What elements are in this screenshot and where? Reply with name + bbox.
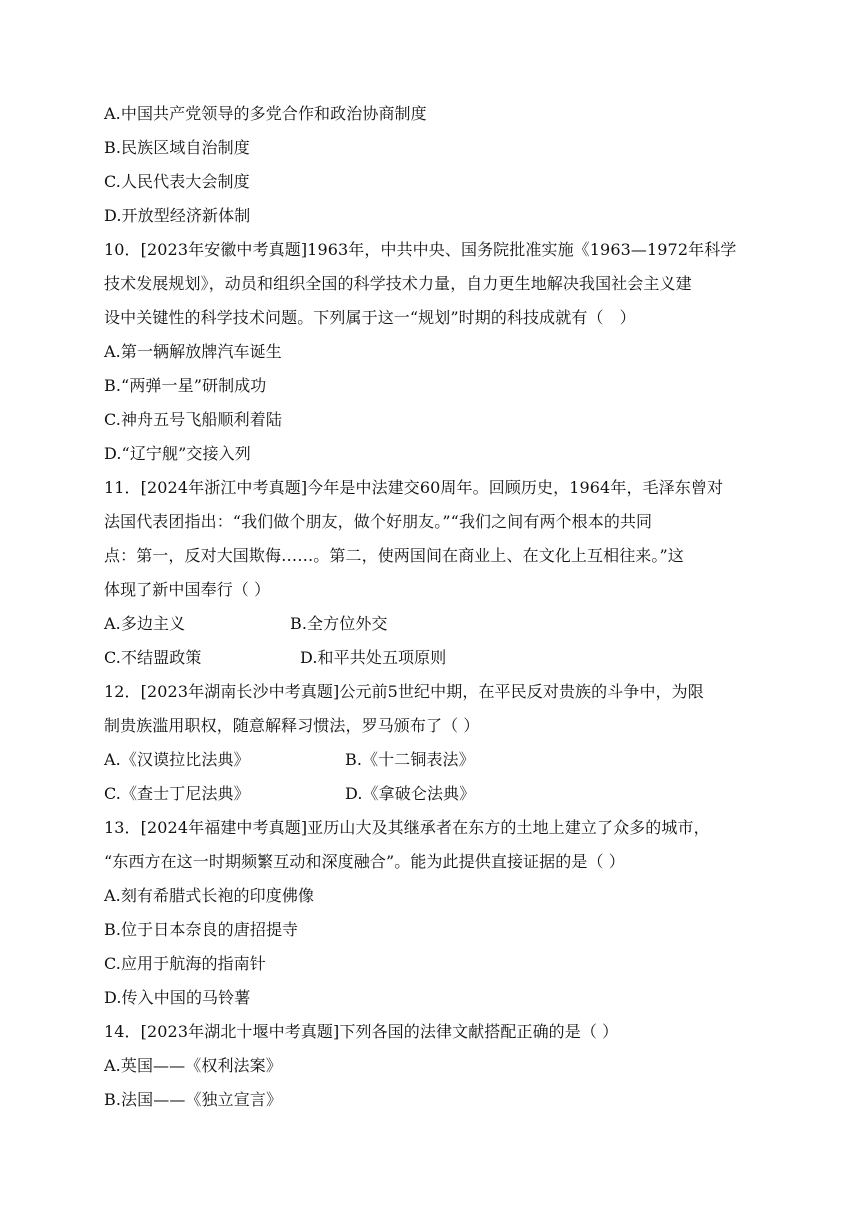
q11-option-a: A.多边主义 — [104, 614, 186, 633]
q12-options-row-1 — [104, 743, 764, 777]
q10-option-d: D.“辽宁舰”交接入列 — [104, 444, 251, 463]
q10-stem-line-3: 设中关键性的科学技术问题。下列属于这一“规划”时期的科技成就有（ ） — [104, 308, 636, 327]
q10-option-b: B.“两弹一星”研制成功 — [104, 376, 267, 395]
q12-option-b: B.《十二铜表法》 — [345, 750, 475, 769]
q12-option-c: C.《查士丁尼法典》 — [104, 784, 250, 803]
q11-stem-line-4: 体现了新中国奉行（ ） — [104, 580, 271, 599]
q12-stem-line-1: 12．[2023年湖南长沙中考真题]公元前5世纪中期，在平民反对贵族的斗争中，为限 — [104, 682, 704, 701]
q12-stem-line-2: 制贵族滥用职权，随意解释习惯法，罗马颁布了（ ） — [104, 716, 480, 735]
q13-stem-line-1: 13．[2024年福建中考真题]亚历山大及其继承者在东方的土地上建立了众多的城市， — [104, 818, 710, 837]
q11-stem-line-1: 11．[2024年浙江中考真题]今年是中法建交60周年。回顾历史，1964年，毛泽东曾对 — [104, 478, 724, 497]
q11-options-row-1 — [104, 607, 764, 641]
q13-stem-line-2: “东西方在这一时期频繁互动和深度融合”。能为此提供直接证据的是（ ） — [104, 852, 625, 871]
q11-option-c: C.不结盟政策 — [104, 648, 202, 667]
q12-options-row-2 — [104, 777, 764, 811]
q11-stem-line-3: 点：第一，反对大国欺侮……。第二，使两国间在商业上、在文化上互相往来。”这 — [104, 546, 684, 565]
q12-option-d: D.《拿破仑法典》 — [345, 784, 476, 803]
q11-options-row-2 — [104, 641, 764, 675]
q9-option-a: A.中国共产党领导的多党合作和政治协商制度 — [104, 104, 427, 123]
q13-option-a: A.刻有希腊式长袍的印度佛像 — [104, 886, 315, 905]
q14-stem-line-1: 14．[2023年湖北十堰中考真题]下列各国的法律文献搭配正确的是（ ） — [104, 1022, 619, 1041]
q14-option-a: A.英国——《权利法案》 — [104, 1056, 282, 1075]
q11-option-b: B.全方位外交 — [290, 614, 388, 633]
q13-option-c: C.应用于航海的指南针 — [104, 954, 266, 973]
q9-option-b: B.民族区域自治制度 — [104, 138, 250, 157]
q14-option-b: B.法国——《独立宣言》 — [104, 1090, 283, 1109]
q13-option-b: B.位于日本奈良的唐招提寺 — [104, 920, 299, 939]
q13-option-d: D.传入中国的马铃薯 — [104, 988, 251, 1007]
q10-stem-line-1: 10．[2023年安徽中考真题]1963年，中共中央、国务院批准实施《1963—1972年科学 — [104, 240, 737, 259]
q11-option-d: D.和平共处五项原则 — [300, 648, 447, 667]
q10-option-c: C.神舟五号飞船顺利着陆 — [104, 410, 282, 429]
q9-option-d: D.开放型经济新体制 — [104, 206, 251, 225]
q9-option-c: C.人民代表大会制度 — [104, 172, 250, 191]
q11-stem-line-2: 法国代表团指出：“我们做个朋友，做个好朋友。”“我们之间有两个根本的共同 — [104, 512, 653, 531]
q12-option-a: A.《汉谟拉比法典》 — [104, 750, 250, 769]
q10-option-a: A.第一辆解放牌汽车诞生 — [104, 342, 282, 361]
q10-stem-line-2: 技术发展规划》，动员和组织全国的科学技术力量，自力更生地解决我国社会主义建 — [104, 274, 692, 293]
